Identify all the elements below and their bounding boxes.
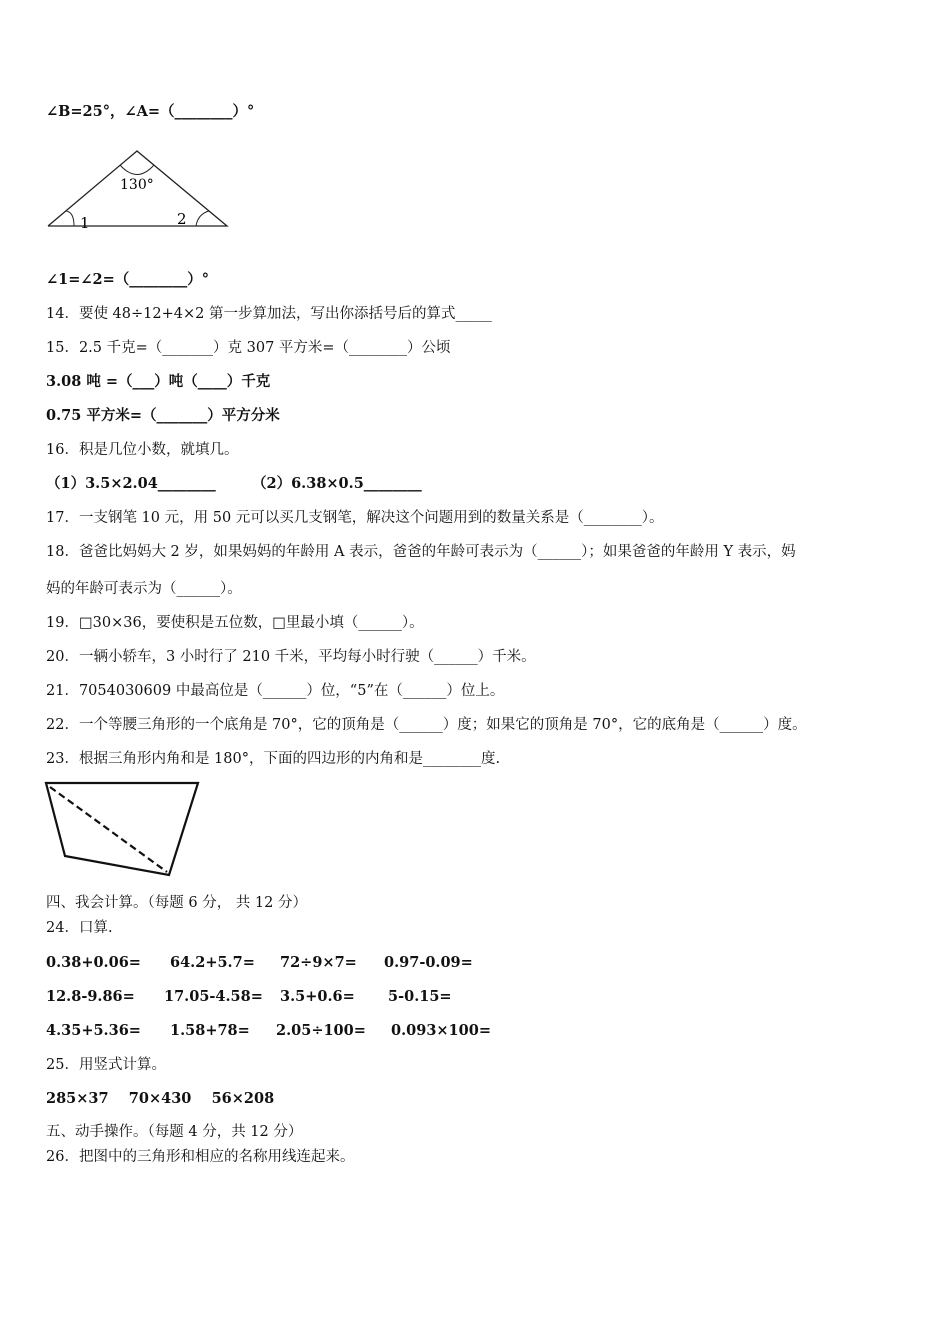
question-13-line-2: ∠1=∠2=（________）°: [46, 271, 210, 288]
mental-math-item: 1.58+78=: [170, 1022, 250, 1039]
section-4-heading: 四、我会计算。（每题 6 分， 共 12 分）: [46, 895, 307, 911]
question-24: 24．口算.: [46, 920, 113, 936]
quadrilateral-figure: [42, 779, 204, 879]
question-16-part-1: （1）3.5×2.04________: [46, 475, 216, 492]
mental-math-item: 17.05-4.58=: [164, 988, 263, 1005]
angle-2-label: 2: [177, 210, 187, 228]
question-16: 16．积是几位小数，就填几。: [46, 442, 239, 458]
question-16-part-2: （2）6.38×0.5________: [252, 475, 422, 492]
question-15-line-1: 15．2.5 千克=（_______）克 307 平方米=（________）公顷: [46, 340, 451, 356]
mental-math-item: 64.2+5.7=: [170, 954, 255, 971]
question-21: 21．7054030609 中最高位是（______）位，“5”在（______）位上。: [46, 683, 505, 699]
right-angle-arc: [196, 211, 209, 226]
question-15-line-2: 3.08 吨 =（___）吨（____）千克: [46, 373, 271, 390]
apex-angle-arc: [120, 165, 154, 175]
mental-math-item: 0.093×100=: [391, 1022, 491, 1039]
left-angle-arc: [66, 211, 74, 226]
mental-math-item: 0.97-0.09=: [384, 954, 473, 971]
mental-math-item: 72÷9×7=: [280, 954, 357, 971]
mental-math-item: 5-0.15=: [388, 988, 452, 1005]
quadrilateral-outline: [46, 783, 198, 875]
question-23: 23．根据三角形内角和是 180°，下面的四边形的内角和是________度.: [46, 751, 501, 767]
question-26: 26．把图中的三角形和相应的名称用线连起来。: [46, 1149, 355, 1165]
section-5-heading: 五、动手操作。（每题 4 分，共 12 分）: [46, 1124, 303, 1140]
question-15-line-3: 0.75 平方米=（_______）平方分米: [46, 407, 280, 424]
mental-math-item: 2.05÷100=: [276, 1022, 366, 1039]
question-19: 19．□30×36，要使积是五位数，□里最小填（______）。: [46, 615, 424, 631]
mental-math-item: 3.5+0.6=: [280, 988, 355, 1005]
mental-math-item: 0.38+0.06=: [46, 954, 141, 971]
triangle-figure: [44, 148, 234, 232]
question-25-items: 285×37 70×430 56×208: [46, 1090, 275, 1107]
mental-math-item: 4.35+5.36=: [46, 1022, 141, 1039]
question-22: 22．一个等腰三角形的一个底角是 70°，它的顶角是（______）度；如果它的顶角是 70°，它的底角是（______）度。: [46, 717, 807, 733]
question-13-line-1: ∠B=25°，∠A=（________）°: [46, 103, 255, 120]
question-18-line-2: 妈的年龄可表示为（______）。: [46, 581, 242, 597]
mental-math-item: 12.8-9.86=: [46, 988, 135, 1005]
question-20: 20．一辆小轿车，3 小时行了 210 千米，平均每小时行驶（______）千米。: [46, 649, 536, 665]
angle-1-label: 1: [80, 214, 90, 232]
question-14: 14．要使 48÷12+4×2 第一步算加法，写出你添括号后的算式_____: [46, 306, 492, 322]
diagonal-dashed-line: [50, 787, 167, 872]
apex-angle-label: 130°: [120, 177, 154, 193]
question-17: 17．一支钢笔 10 元，用 50 元可以买几支钢笔，解决这个问题用到的数量关系是（________）。: [46, 510, 664, 526]
question-18-line-1: 18．爸爸比妈妈大 2 岁，如果妈妈的年龄用 A 表示，爸爸的年龄可表示为（______）；如果爸爸的年龄用 Y 表示，妈: [46, 544, 796, 560]
question-25: 25．用竖式计算。: [46, 1057, 166, 1073]
